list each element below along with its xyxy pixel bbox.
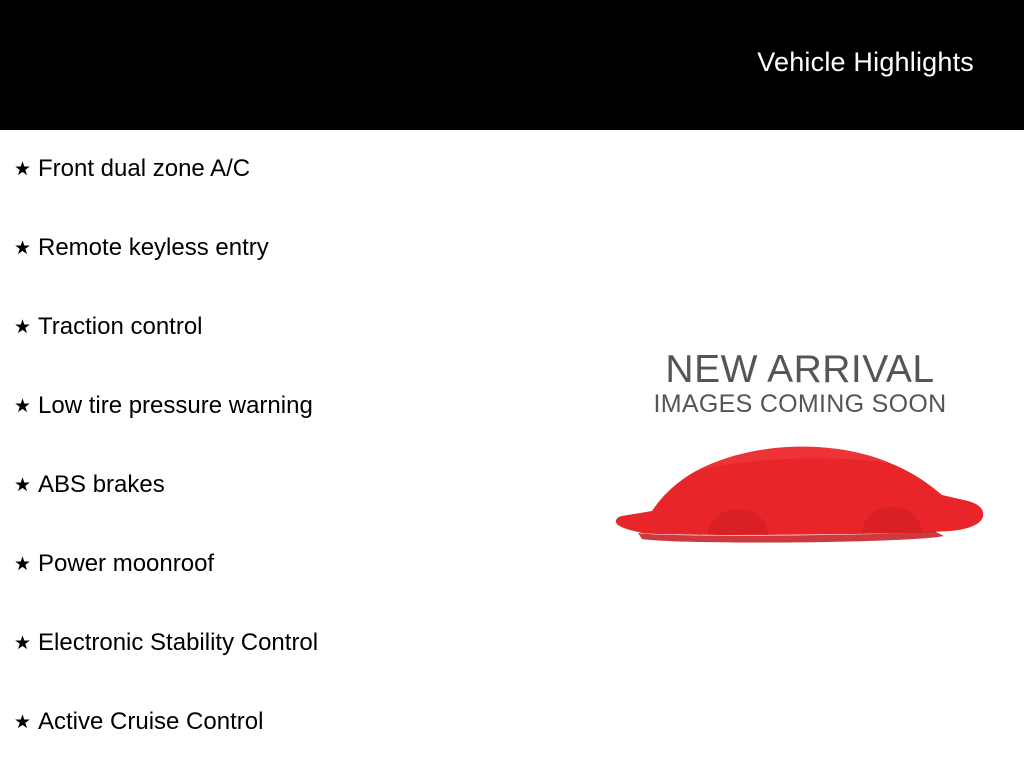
star-icon: ★: [14, 554, 32, 575]
star-icon: ★: [14, 317, 32, 338]
list-item: [0, 209, 560, 288]
list-item-label: Power moonroof: [38, 550, 215, 578]
list-item: [0, 604, 560, 683]
list-item: [0, 130, 560, 209]
star-icon: ★: [14, 633, 32, 654]
list-item-label: ABS brakes: [38, 471, 165, 499]
star-icon: ★: [14, 475, 32, 496]
list-item: [0, 525, 560, 604]
list-item: [0, 446, 560, 525]
list-item-label: Electronic Stability Control: [38, 629, 319, 657]
images-coming-soon-subheading: IMAGES COMING SOON: [653, 390, 947, 418]
covered-car-icon: [612, 425, 988, 555]
star-icon: ★: [14, 712, 32, 733]
list-item: [0, 288, 560, 367]
page-title: Vehicle Highlights: [757, 47, 974, 77]
page-header: [0, 0, 1024, 130]
list-item-label: Active Cruise Control: [38, 708, 264, 736]
new-arrival-placeholder: [600, 330, 1000, 570]
list-item: [0, 367, 560, 446]
list-item-label: Front dual zone A/C: [38, 155, 251, 183]
list-item-label: Traction control: [38, 313, 203, 341]
star-icon: ★: [14, 238, 32, 259]
vehicle-highlights-list: [0, 130, 560, 762]
new-arrival-heading: NEW ARRIVAL: [665, 348, 935, 391]
star-icon: ★: [14, 159, 32, 180]
star-icon: ★: [14, 396, 32, 417]
list-item-label: Remote keyless entry: [38, 234, 269, 262]
list-item: [0, 683, 560, 762]
list-item-label: Low tire pressure warning: [38, 392, 313, 420]
